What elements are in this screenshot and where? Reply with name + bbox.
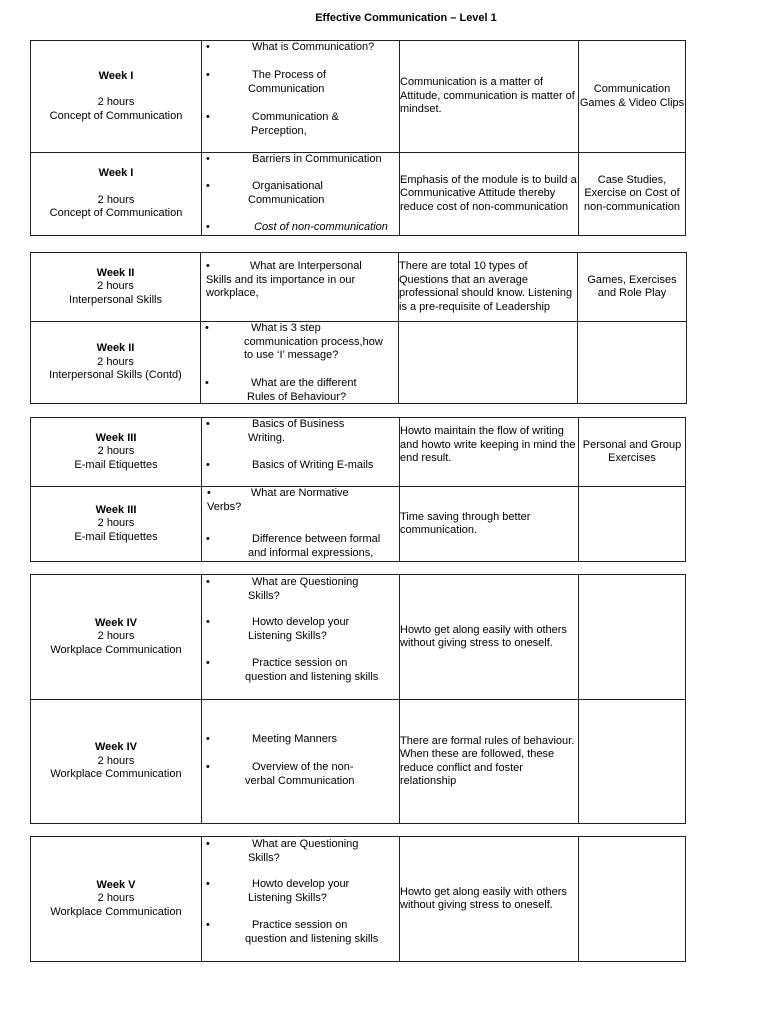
activities-cell [579,837,686,962]
topics-cell [201,253,399,322]
topic-item: • What is 3 step communication process,how to use ‘I’ message? [205,322,383,361]
bullet-icon: • [206,919,210,931]
topic-item: • Howto develop your Listening Skills? [206,878,350,904]
activities-cell [579,487,686,562]
hours-label: 2 hours [97,630,135,643]
week-label: Week I [98,69,134,82]
week-cell [31,418,202,487]
module-label: Workplace Communication [50,768,182,781]
topic-item: • Cost of non-communication [206,221,388,233]
topic-item: • What is Communication? [206,41,375,53]
table-row [31,575,686,700]
topic-item: • What are the different Rules of Behaviour? [205,377,357,403]
hours-label: 2 hours [97,280,134,293]
week-cell [31,322,201,404]
bullet-icon: • [206,533,210,545]
table-row [31,153,686,236]
week-cell [31,700,202,824]
table-row [31,41,686,153]
description-cell: There are total 10 types of Questions that an average professional should know. Listening is a pre-requisite of Leadership [399,253,578,322]
bullet-icon: • [206,838,210,850]
bullet-icon: • [206,418,210,430]
activities-cell [578,322,687,404]
week-cell [31,153,202,236]
description-cell: Howto get along easily with others without giving stress to oneself. [400,837,579,962]
week-label: Week IV [95,741,137,754]
bullet-icon: • [207,487,211,499]
week-label: Week IV [95,616,137,629]
description-cell: Communication is a matter of Attitude, communication is matter of mindset. [400,41,579,153]
topics-cell [202,700,400,824]
topic-item: • Communication & Perception, [206,111,339,137]
description-cell: Howto maintain the flow of writing and howto write keeping in mind the end result. [400,418,579,487]
topics-cell [202,41,400,153]
bullet-icon: • [206,69,210,81]
week-label: Week I [98,167,134,180]
topic-item: • Difference between formal and informal expressions, [206,533,381,559]
activities-cell: Case Studies, Exercise on Cost of non-communication [579,153,686,236]
description-cell [399,322,578,404]
bullet-icon: • [206,733,210,745]
topic-item: • The Process of Communication [206,69,326,95]
week-cell [31,253,201,322]
topic-item: • Practice session on question and listening skills [206,919,379,945]
topic-item: • Howto develop your Listening Skills? [206,616,350,642]
activities-cell [579,575,686,700]
hours-label: 2 hours [97,517,135,530]
bullet-icon: • [206,180,210,192]
week-label: Week V [96,878,136,891]
hours-label: 2 hours [97,193,135,206]
description-cell: Time saving through better communication. [400,487,579,562]
topic-item: • Practice session on question and listening skills [206,657,379,683]
topic-item: • What are Questioning Skills? [206,838,359,864]
description-cell: Emphasis of the module is to build a Communicative Attitude thereby reduce cost of non-communication [400,153,579,236]
table-row [31,253,687,322]
topics-cell [202,487,400,562]
module-label: Interpersonal Skills [69,293,162,306]
week-cell [31,837,202,962]
hours-label: 2 hours [97,445,135,458]
bullet-icon: • [206,616,210,628]
week-label: Week III [95,431,137,444]
topics-cell [201,322,399,404]
topics-cell [202,153,400,236]
activities-cell: Games, Exercises and Role Play [578,253,687,322]
module-label: E-mail Etiquettes [74,458,158,471]
hours-label: 2 hours [97,754,135,767]
bullet-icon: • [206,657,210,669]
hours-label: 2 hours [97,892,135,905]
topic-item: • What are Questioning Skills? [206,576,359,602]
bullet-icon: • [206,221,210,233]
module-label: Interpersonal Skills (Contd) [49,369,182,382]
table-row [31,322,687,404]
schedule-block-3 [30,417,686,562]
schedule-block-4 [30,574,686,824]
topics-cell [202,575,400,700]
week-cell [31,575,202,700]
bullet-icon: • [206,761,210,773]
bullet-icon: • [206,576,210,588]
week-cell [31,487,202,562]
week-cell [31,41,202,153]
topic-item: • Basics of Writing E-mails [206,459,374,471]
table-row [31,418,686,487]
hours-label: 2 hours [97,96,135,109]
bullet-icon: • [206,260,210,272]
description-cell: There are formal rules of behaviour. When these are followed, these reduce conflict and foster relationship [400,700,579,824]
module-label: Workplace Communication [50,643,182,656]
week-label: Week III [95,503,137,516]
topic-item: • Barriers in Communication [206,153,382,165]
bullet-icon: • [205,377,209,389]
topics-cell [202,418,400,487]
week-label: Week II [96,342,135,355]
schedule-block-1 [30,40,686,236]
bullet-icon: • [205,322,209,334]
topic-item: • Overview of the non- verbal Communication [206,761,355,787]
module-label: E-mail Etiquettes [74,530,158,543]
schedule-block-5 [30,836,686,962]
page-title: Effective Communication – Level 1 [315,12,497,24]
activities-cell: Communication Games & Video Clips [579,41,686,153]
bullet-icon: • [206,41,210,53]
bullet-icon: • [206,459,210,471]
table-row [31,700,686,824]
bullet-icon: • [206,153,210,165]
topic-item: • What are Interpersonal Skills and its importance in our workplace, [206,260,362,299]
topic-item: • Meeting Manners [206,733,337,745]
bullet-icon: • [206,111,210,123]
table-row [31,837,686,962]
week-label: Week II [96,266,135,279]
schedule-block-2 [30,252,687,404]
topic-item: • Organisational Communication [206,180,325,206]
module-label: Workplace Communication [50,905,182,918]
activities-cell [579,700,686,824]
description-cell: Howto get along easily with others without giving stress to oneself. [400,575,579,700]
module-label: Concept of Communication [49,207,183,220]
activities-cell: Personal and Group Exercises [579,418,686,487]
topic-item: • What are Normative Verbs? [207,487,349,513]
table-row [31,487,686,562]
hours-label: 2 hours [97,355,134,368]
topic-item: • Basics of Business Writing. [206,418,345,444]
module-label: Concept of Communication [49,109,183,122]
topics-cell [202,837,400,962]
bullet-icon: • [206,878,210,890]
